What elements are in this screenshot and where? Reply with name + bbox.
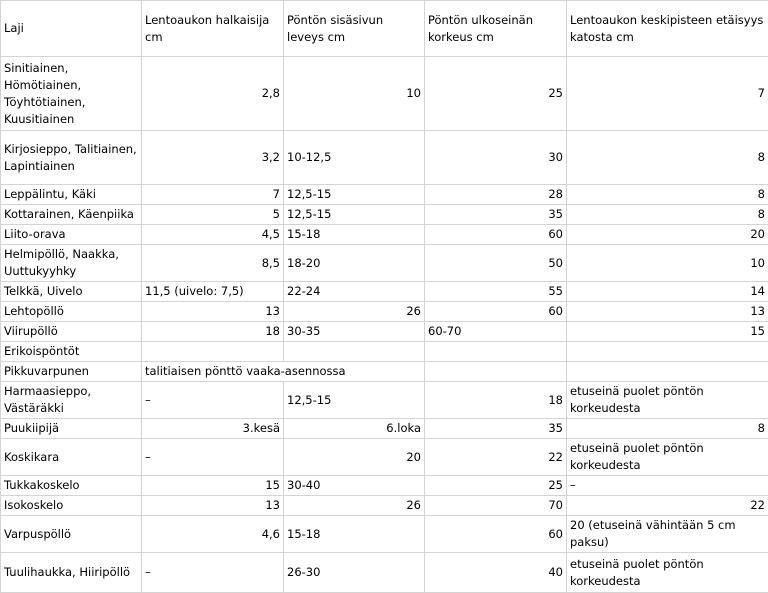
inner-width-cell: 30-40	[284, 476, 425, 496]
species-cell: Viirupöllö	[1, 322, 142, 342]
species-cell: Tuulihaukka, Hiiripöllö	[1, 553, 142, 593]
inner-width-cell: 20	[284, 439, 425, 476]
species-cell: Leppälintu, Käki	[1, 185, 142, 205]
entrance-distance-cell: –	[567, 476, 768, 496]
outer-height-cell	[425, 362, 567, 382]
header-entrance-distance: Lentoaukon keskipisteen etäisyys katosta cm	[567, 1, 768, 57]
table-row	[1, 185, 768, 205]
entrance-distance-cell: 8	[567, 205, 768, 225]
species-cell: Sinitiainen, Hömötiainen, Töyhtötiainen, Kuusitiainen	[1, 57, 142, 131]
entrance-diameter-cell: 3.kesä	[142, 419, 284, 439]
entrance-diameter-cell: 7	[142, 185, 284, 205]
entrance-distance-cell: 20	[567, 225, 768, 245]
outer-height-cell: 22	[425, 439, 567, 476]
table-row	[1, 362, 768, 382]
species-cell: Isokoskelo	[1, 496, 142, 516]
entrance-distance-cell: 20 (etuseinä vähintään 5 cm paksu)	[567, 516, 768, 553]
outer-height-cell	[425, 342, 567, 362]
entrance-distance-cell: etuseinä puolet pöntön korkeudesta	[567, 553, 768, 593]
outer-height-cell: 28	[425, 185, 567, 205]
table-row	[1, 131, 768, 185]
entrance-distance-cell: 8	[567, 131, 768, 185]
entrance-diameter-cell: 3,2	[142, 131, 284, 185]
entrance-diameter-cell: 13	[142, 496, 284, 516]
outer-height-cell: 35	[425, 205, 567, 225]
outer-height-cell: 30	[425, 131, 567, 185]
inner-width-cell: 10-12,5	[284, 131, 425, 185]
entrance-diameter-cell: –	[142, 382, 284, 419]
entrance-distance-cell: 14	[567, 282, 768, 302]
entrance-distance-cell	[567, 342, 768, 362]
species-cell: Puukiipijä	[1, 419, 142, 439]
inner-width-cell: 6.loka	[284, 419, 425, 439]
species-cell: Koskikara	[1, 439, 142, 476]
species-cell: Telkkä, Uivelo	[1, 282, 142, 302]
inner-width-cell: 15-18	[284, 225, 425, 245]
species-cell: Tukkakoskelo	[1, 476, 142, 496]
table-row	[1, 282, 768, 302]
table-row	[1, 205, 768, 225]
section-row	[1, 342, 768, 362]
table-row	[1, 496, 768, 516]
inner-width-cell: 18-20	[284, 245, 425, 282]
entrance-diameter-cell: 13	[142, 302, 284, 322]
table-row	[1, 553, 768, 593]
entrance-diameter-cell: 11,5 (uivelo: 7,5)	[142, 282, 284, 302]
entrance-diameter-cell: 2,8	[142, 57, 284, 131]
table-row	[1, 516, 768, 553]
inner-width-cell: 12,5-15	[284, 382, 425, 419]
inner-width-cell: 12,5-15	[284, 185, 425, 205]
header-row	[1, 1, 768, 57]
table-row	[1, 322, 768, 342]
species-cell: Helmipöllö, Naakka, Uuttukyyhky	[1, 245, 142, 282]
outer-height-cell: 40	[425, 553, 567, 593]
inner-width-cell: 26	[284, 496, 425, 516]
outer-height-cell: 70	[425, 496, 567, 516]
inner-width-cell: 12,5-15	[284, 205, 425, 225]
species-cell: Pikkuvarpunen	[1, 362, 142, 382]
outer-height-cell: 25	[425, 476, 567, 496]
entrance-distance-cell: 10	[567, 245, 768, 282]
header-entrance-diameter: Lentoaukon halkaisija cm	[142, 1, 284, 57]
inner-width-cell: 10	[284, 57, 425, 131]
entrance-diameter-cell: 4,5	[142, 225, 284, 245]
inner-width-cell	[284, 342, 425, 362]
entrance-diameter-cell: talitiaisen pönttö vaaka-asennossa	[142, 362, 284, 382]
entrance-diameter-cell: 18	[142, 322, 284, 342]
outer-height-cell: 60	[425, 225, 567, 245]
entrance-diameter-cell: 15	[142, 476, 284, 496]
species-cell: Harmaasieppo, Västäräkki	[1, 382, 142, 419]
header-laji: Laji	[1, 1, 142, 57]
inner-width-cell: 15-18	[284, 516, 425, 553]
table-row	[1, 57, 768, 131]
outer-height-cell: 60-70	[425, 322, 567, 342]
outer-height-cell: 55	[425, 282, 567, 302]
table-row	[1, 302, 768, 322]
outer-height-cell: 60	[425, 516, 567, 553]
entrance-diameter-cell: 5	[142, 205, 284, 225]
entrance-diameter-cell: –	[142, 439, 284, 476]
entrance-distance-cell: etuseinä puolet pöntön korkeudesta	[567, 439, 768, 476]
outer-height-cell: 25	[425, 57, 567, 131]
entrance-distance-cell: 15	[567, 322, 768, 342]
outer-height-cell: 60	[425, 302, 567, 322]
entrance-distance-cell: 8	[567, 185, 768, 205]
inner-width-cell: 30-35	[284, 322, 425, 342]
entrance-diameter-cell: 4,6	[142, 516, 284, 553]
species-cell: Lehtopöllö	[1, 302, 142, 322]
species-cell: Liito-orava	[1, 225, 142, 245]
entrance-distance-cell: etuseinä puolet pöntön korkeudesta	[567, 382, 768, 419]
entrance-distance-cell: 13	[567, 302, 768, 322]
entrance-distance-cell: 7	[567, 57, 768, 131]
species-cell: Varpuspöllö	[1, 516, 142, 553]
entrance-diameter-cell: 8,5	[142, 245, 284, 282]
entrance-distance-cell: 22	[567, 496, 768, 516]
table-row	[1, 439, 768, 476]
section-label: Erikoispöntöt	[1, 342, 142, 362]
species-cell: Kottarainen, Käenpiika	[1, 205, 142, 225]
inner-width-cell: 26-30	[284, 553, 425, 593]
table-row	[1, 419, 768, 439]
entrance-distance-cell	[567, 362, 768, 382]
species-cell: Kirjosieppo, Talitiainen, Lapintiainen	[1, 131, 142, 185]
table-row	[1, 245, 768, 282]
header-inner-width: Pöntön sisäsivun leveys cm	[284, 1, 425, 57]
table-row	[1, 476, 768, 496]
outer-height-cell: 50	[425, 245, 567, 282]
entrance-distance-cell: 8	[567, 419, 768, 439]
inner-width-cell: 22-24	[284, 282, 425, 302]
outer-height-cell: 35	[425, 419, 567, 439]
entrance-diameter-cell: –	[142, 553, 284, 593]
inner-width-cell: 26	[284, 302, 425, 322]
table-row	[1, 225, 768, 245]
entrance-diameter-cell	[142, 342, 284, 362]
outer-height-cell: 18	[425, 382, 567, 419]
table-row	[1, 382, 768, 419]
header-outer-height: Pöntön ulkoseinän korkeus cm	[425, 1, 567, 57]
